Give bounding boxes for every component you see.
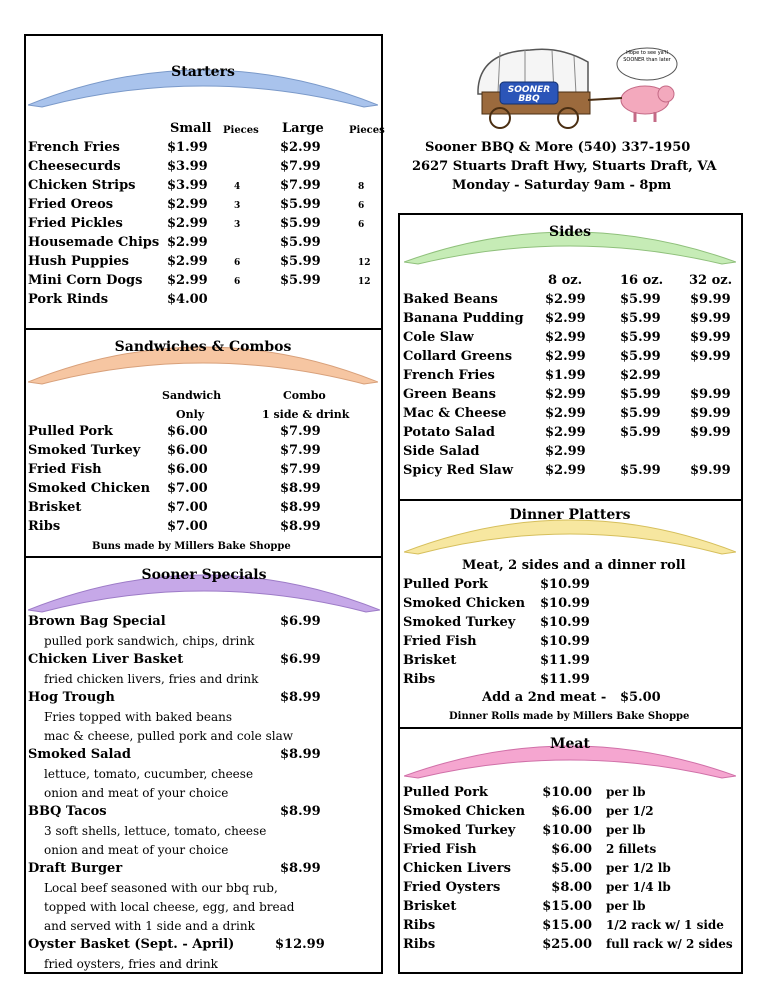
meat-title: Meat	[550, 736, 590, 752]
meat-unit: per 1/4 lb	[606, 880, 671, 894]
starter-large-price: $7.99	[280, 178, 321, 193]
sandwiches-col1a: Sandwich	[162, 389, 222, 402]
side-8oz-price: $2.99	[545, 330, 586, 345]
sandwiches-col2a: Combo	[283, 389, 326, 402]
special-description: onion and meat of your choice	[44, 786, 229, 800]
side-32oz-price: $9.99	[690, 330, 731, 345]
side-name: Potato Salad	[403, 425, 495, 440]
header-line2: 2627 Stuarts Draft Hwy, Stuarts Draft, VA	[412, 159, 717, 174]
side-name: Collard Greens	[403, 349, 513, 364]
side-32oz-price: $9.99	[690, 406, 731, 421]
side-name: Banana Pudding	[403, 311, 524, 326]
starter-small-price: $2.99	[167, 216, 208, 231]
side-8oz-price: $1.99	[545, 368, 586, 383]
starter-small-price: $2.99	[167, 235, 208, 250]
sandwich-combo-price: $7.99	[280, 424, 321, 439]
meat-unit: per 1/2	[606, 804, 654, 818]
special-name: Hog Trough	[28, 690, 115, 705]
special-description: fried oysters, fries and drink	[44, 957, 218, 971]
starter-large-price: $7.99	[280, 159, 321, 174]
special-name: Brown Bag Special	[28, 614, 166, 629]
sides-col1: 8 oz.	[548, 273, 583, 288]
starter-small-price: $2.99	[167, 254, 208, 269]
sandwich-combo-price: $8.99	[280, 500, 321, 515]
sandwich-name: Ribs	[28, 519, 61, 534]
side-16oz-price: $5.99	[620, 311, 661, 326]
side-16oz-price: $5.99	[620, 425, 661, 440]
meat-price: $15.00	[542, 899, 592, 914]
starter-name: Pork Rinds	[28, 292, 109, 307]
special-description: topped with local cheese, egg, and bread	[44, 900, 295, 914]
special-price: $8.99	[280, 861, 321, 876]
logo-text: SOONER BBQ	[507, 85, 551, 104]
special-description: fried chicken livers, fries and drink	[44, 672, 259, 686]
side-16oz-price: $5.99	[620, 292, 661, 307]
specials-banner	[28, 560, 380, 615]
side-32oz-price: $9.99	[690, 463, 731, 478]
sandwiches-col1b: Only	[176, 408, 205, 421]
special-description: lettuce, tomato, cucumber, cheese	[44, 767, 254, 781]
starter-large-pieces: 12	[358, 277, 371, 287]
logo	[470, 42, 685, 130]
sides-col3: 32 oz.	[689, 273, 733, 288]
sandwich-only-price: $6.00	[167, 462, 208, 477]
side-8oz-price: $2.99	[545, 406, 586, 421]
special-description: Local beef seasoned with our bbq rub,	[44, 881, 278, 895]
sandwiches-note: Buns made by Millers Bake Shoppe	[92, 541, 291, 552]
platter-price: $10.99	[540, 596, 590, 611]
meat-unit: per lb	[606, 823, 646, 837]
meat-price: $6.00	[551, 842, 592, 857]
starters-banner	[28, 55, 378, 110]
starter-small-price: $3.99	[167, 178, 208, 193]
starter-small-pieces: 6	[234, 277, 241, 287]
platter-price: $10.99	[540, 577, 590, 592]
sides-title: Sides	[548, 224, 591, 240]
starters-title: Starters	[171, 64, 235, 80]
starter-name: French Fries	[28, 140, 120, 155]
platters-intro: Meat, 2 sides and a dinner roll	[462, 558, 686, 573]
side-name: Side Salad	[403, 444, 480, 459]
meat-price: $6.00	[551, 804, 592, 819]
sandwich-only-price: $7.00	[167, 481, 208, 496]
side-32oz-price: $9.99	[690, 311, 731, 326]
sandwich-name: Smoked Chicken	[28, 481, 151, 496]
sandwich-name: Smoked Turkey	[28, 443, 141, 458]
platters-title: Dinner Platters	[509, 507, 631, 523]
platter-price: $10.99	[540, 634, 590, 649]
side-16oz-price: $5.99	[620, 463, 661, 478]
meat-price: $10.00	[542, 785, 592, 800]
sandwich-only-price: $7.00	[167, 500, 208, 515]
special-description: mac & cheese, pulled pork and cole slaw	[44, 729, 294, 743]
speech-bubble-text: Hope to see ya'll SOONER than later	[623, 50, 671, 63]
side-8oz-price: $2.99	[545, 349, 586, 364]
meat-price: $10.00	[542, 823, 592, 838]
starter-name: Cheesecurds	[28, 159, 121, 174]
platters-addon-price: $5.00	[620, 690, 661, 705]
platters-note: Dinner Rolls made by Millers Bake Shoppe	[449, 711, 690, 722]
meat-unit: per 1/2 lb	[606, 861, 671, 875]
meat-name: Smoked Turkey	[403, 823, 516, 838]
sandwich-name: Pulled Pork	[28, 424, 113, 439]
side-16oz-price: $5.99	[620, 406, 661, 421]
starter-name: Hush Puppies	[28, 254, 129, 269]
starter-name: Fried Oreos	[28, 197, 114, 212]
platter-name: Brisket	[403, 653, 457, 668]
side-16oz-price: $5.99	[620, 349, 661, 364]
sandwiches-title: Sandwiches & Combos	[114, 339, 292, 355]
side-name: Cole Slaw	[403, 330, 474, 345]
header-line1: Sooner BBQ & More (540) 337-1950	[425, 140, 691, 155]
special-price: $6.99	[280, 614, 321, 629]
platter-name: Smoked Turkey	[403, 615, 516, 630]
platter-price: $11.99	[540, 672, 590, 687]
side-8oz-price: $2.99	[545, 425, 586, 440]
starters-col-large: Large	[282, 121, 324, 136]
meat-name: Pulled Pork	[403, 785, 488, 800]
special-description: 3 soft shells, lettuce, tomato, cheese	[44, 824, 267, 838]
starter-name: Chicken Strips	[28, 178, 136, 193]
meat-name: Chicken Livers	[403, 861, 511, 876]
sides-col2: 16 oz.	[620, 273, 664, 288]
platter-name: Pulled Pork	[403, 577, 488, 592]
starter-large-pieces: 12	[358, 258, 371, 268]
meat-unit: per lb	[606, 785, 646, 799]
sides-banner	[404, 218, 736, 266]
platter-name: Fried Fish	[403, 634, 477, 649]
special-name: Oyster Basket (Sept. - April)	[28, 937, 235, 952]
starter-large-pieces: 6	[358, 220, 365, 230]
starter-large-price: $5.99	[280, 254, 321, 269]
sandwich-name: Brisket	[28, 500, 82, 515]
special-description: onion and meat of your choice	[44, 843, 229, 857]
special-description: pulled pork sandwich, chips, drink	[44, 634, 255, 648]
special-name: Smoked Salad	[28, 747, 131, 762]
side-name: Green Beans	[403, 387, 496, 402]
platter-price: $10.99	[540, 615, 590, 630]
sandwich-only-price: $6.00	[167, 424, 208, 439]
sandwich-combo-price: $8.99	[280, 519, 321, 534]
side-32oz-price: $9.99	[690, 349, 731, 364]
meat-name: Brisket	[403, 899, 457, 914]
side-name: Mac & Cheese	[403, 406, 507, 421]
platter-name: Smoked Chicken	[403, 596, 526, 611]
starter-large-price: $5.99	[280, 216, 321, 231]
sandwich-only-price: $7.00	[167, 519, 208, 534]
platter-name: Ribs	[403, 672, 436, 687]
starter-large-price: $5.99	[280, 235, 321, 250]
meat-unit: per lb	[606, 899, 646, 913]
side-16oz-price: $5.99	[620, 387, 661, 402]
meat-name: Fried Fish	[403, 842, 477, 857]
starter-small-pieces: 3	[234, 220, 241, 230]
special-price: $8.99	[280, 747, 321, 762]
starter-small-price: $2.99	[167, 197, 208, 212]
side-32oz-price: $9.99	[690, 387, 731, 402]
platter-price: $11.99	[540, 653, 590, 668]
special-name: Draft Burger	[28, 861, 123, 876]
starter-small-pieces: 4	[234, 182, 241, 192]
meat-banner	[404, 732, 736, 780]
starter-name: Housemade Chips	[28, 235, 160, 250]
sandwich-combo-price: $8.99	[280, 481, 321, 496]
meat-name: Ribs	[403, 918, 436, 933]
starter-small-price: $1.99	[167, 140, 208, 155]
side-16oz-price: $2.99	[620, 368, 661, 383]
platters-banner	[404, 504, 736, 556]
meat-price: $5.00	[551, 861, 592, 876]
starter-large-price: $2.99	[280, 140, 321, 155]
meat-unit: full rack w/ 2 sides	[606, 937, 733, 951]
meat-price: $25.00	[542, 937, 592, 952]
side-8oz-price: $2.99	[545, 311, 586, 326]
sandwich-only-price: $6.00	[167, 443, 208, 458]
meat-name: Fried Oysters	[403, 880, 501, 895]
platters-addon-label: Add a 2nd meat -	[482, 690, 607, 705]
special-price: $12.99	[275, 937, 325, 952]
starter-name: Mini Corn Dogs	[28, 273, 143, 288]
side-8oz-price: $2.99	[545, 387, 586, 402]
starter-large-price: $5.99	[280, 197, 321, 212]
special-price: $6.99	[280, 652, 321, 667]
side-name: French Fries	[403, 368, 495, 383]
starter-name: Fried Pickles	[28, 216, 123, 231]
meat-name: Ribs	[403, 937, 436, 952]
sandwich-combo-price: $7.99	[280, 462, 321, 477]
special-price: $8.99	[280, 690, 321, 705]
starter-small-pieces: 6	[234, 258, 241, 268]
starter-small-price: $2.99	[167, 273, 208, 288]
specials-title: Sooner Specials	[141, 567, 267, 583]
sandwich-name: Fried Fish	[28, 462, 102, 477]
meat-price: $15.00	[542, 918, 592, 933]
sandwiches-banner	[28, 332, 378, 387]
starters-col-pieces: Pieces	[223, 125, 259, 136]
side-name: Spicy Red Slaw	[403, 463, 514, 478]
special-name: Chicken Liver Basket	[28, 652, 184, 667]
side-32oz-price: $9.99	[690, 425, 731, 440]
starters-col-small: Small	[170, 121, 212, 136]
starter-small-price: $3.99	[167, 159, 208, 174]
special-price: $8.99	[280, 804, 321, 819]
meat-price: $8.00	[551, 880, 592, 895]
header-line3: Monday - Saturday 9am - 8pm	[452, 178, 672, 193]
side-8oz-price: $2.99	[545, 444, 586, 459]
starter-large-pieces: 6	[358, 201, 365, 211]
meat-unit: 2 fillets	[606, 842, 657, 856]
special-description: Fries topped with baked beans	[44, 710, 232, 724]
side-name: Baked Beans	[403, 292, 498, 307]
sandwiches-col2b: 1 side & drink	[262, 408, 350, 421]
meat-name: Smoked Chicken	[403, 804, 526, 819]
side-32oz-price: $9.99	[690, 292, 731, 307]
starter-large-price: $5.99	[280, 273, 321, 288]
starter-small-price: $4.00	[167, 292, 208, 307]
side-16oz-price: $5.99	[620, 330, 661, 345]
starter-large-pieces: 8	[358, 182, 365, 192]
special-description: and served with 1 side and a drink	[44, 919, 255, 933]
meat-unit: 1/2 rack w/ 1 side	[606, 918, 724, 932]
starter-small-pieces: 3	[234, 201, 241, 211]
sandwich-combo-price: $7.99	[280, 443, 321, 458]
special-name: BBQ Tacos	[28, 804, 107, 819]
starters-col-pieces2: Pieces	[349, 125, 385, 136]
side-8oz-price: $2.99	[545, 292, 586, 307]
side-8oz-price: $2.99	[545, 463, 586, 478]
